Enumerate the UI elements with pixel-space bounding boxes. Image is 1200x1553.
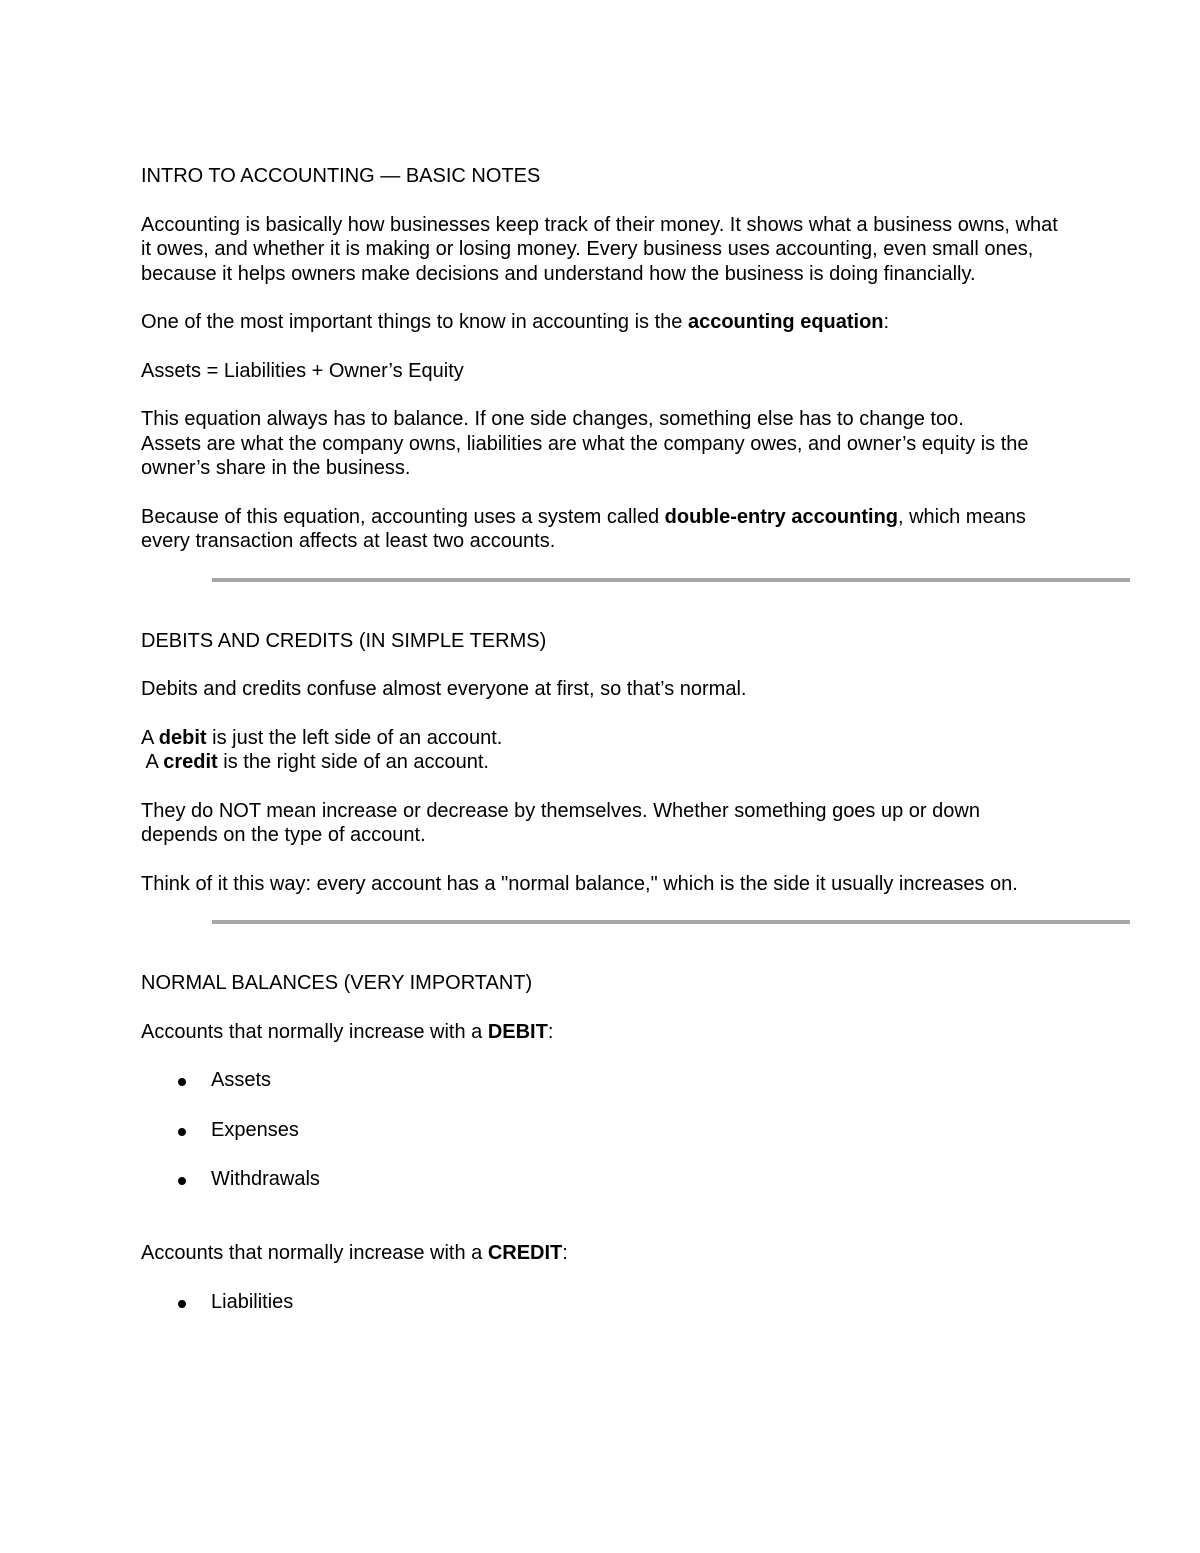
- double-entry-paragraph: [141, 505, 1061, 554]
- bold-term-credit: credit: [163, 751, 218, 773]
- intro-paragraph: Accounting is basically how businesses keep track of their money. It shows what a business owns, what it owes, and whether it is making or losing money. Every business uses accounting, even small ones, because it helps owners make decisions and understand how the business is doing financially.: [141, 213, 1058, 285]
- text-span: is just the left side of an account.: [206, 726, 503, 749]
- list-item: [141, 1068, 1061, 1093]
- text-span: A: [141, 751, 164, 773]
- text-span: :: [547, 1020, 554, 1043]
- horizontal-divider: [212, 920, 1130, 924]
- debit-accounts-list: [141, 1068, 1061, 1192]
- horizontal-divider: [212, 578, 1130, 582]
- text-span: Accounts that normally increase with a: [141, 1242, 488, 1264]
- section-heading-intro: INTRO TO ACCOUNTING — BASIC NOTES: [141, 165, 541, 187]
- section-heading-debits-credits: DEBITS AND CREDITS (IN SIMPLE TERMS): [141, 629, 547, 652]
- list-item: [141, 1167, 1061, 1192]
- bullet-icon: [178, 1177, 186, 1185]
- text-span: :: [562, 1242, 568, 1264]
- section-heading-normal-balances: NORMAL BALANCES (VERY IMPORTANT): [141, 972, 533, 994]
- credit-accounts-intro: [141, 1241, 1061, 1266]
- text-span: Because of this equation, accounting uses a system called: [141, 505, 665, 528]
- normal-balance-paragraph: Think of it this way: every account has a "normal balance," which is the side it usually increases on.: [141, 872, 1018, 895]
- document-page: [141, 164, 1061, 1364]
- bold-term-debit: debit: [158, 726, 207, 749]
- text-span: , which means every transaction affects at least two accounts.: [141, 505, 1026, 552]
- credit-accounts-list: [141, 1290, 1061, 1315]
- text-span: is the right side of an account.: [217, 751, 489, 773]
- debit-credit-definition: [141, 726, 1061, 775]
- bold-term-double-entry: double-entry accounting: [664, 505, 898, 528]
- list-item-label: Assets: [211, 1069, 272, 1091]
- text-span: :: [883, 311, 890, 333]
- list-item: [141, 1290, 1061, 1315]
- list-item: [141, 1118, 1061, 1143]
- bold-term-accounting-equation: accounting equation: [687, 311, 884, 333]
- debits-credits-intro-paragraph: Debits and credits confuse almost everyone at first, so that’s normal.: [141, 678, 747, 700]
- text-span: Assets are what the company owns, liabilities are what the company owes, and owner’s equity is the owner’s share in the business.: [141, 432, 1029, 479]
- bullet-icon: [178, 1078, 186, 1086]
- bullet-icon: [178, 1128, 186, 1136]
- equation-intro-paragraph: [141, 310, 1061, 335]
- list-item-label: Liabilities: [211, 1290, 294, 1313]
- bold-term-credit-caps: CREDIT: [487, 1242, 563, 1264]
- bold-term-debit-caps: DEBIT: [487, 1020, 548, 1043]
- debit-accounts-intro: [141, 1020, 1061, 1045]
- text-span: A: [141, 726, 159, 749]
- accounting-equation: Assets = Liabilities + Owner’s Equity: [141, 359, 464, 382]
- bullet-icon: [178, 1300, 186, 1308]
- balance-paragraph: [141, 407, 1061, 481]
- text-span: Accounts that normally increase with a: [141, 1020, 488, 1043]
- list-item-label: Withdrawals: [211, 1168, 320, 1190]
- list-item-label: Expenses: [211, 1118, 299, 1141]
- text-span: One of the most important things to know in accounting is the: [141, 311, 688, 333]
- increase-decrease-paragraph: They do NOT mean increase or decrease by themselves. Whether something goes up or down depends on the type of account.: [141, 799, 980, 846]
- text-span: This equation always has to balance. If one side changes, something else has to change too.: [141, 408, 964, 430]
